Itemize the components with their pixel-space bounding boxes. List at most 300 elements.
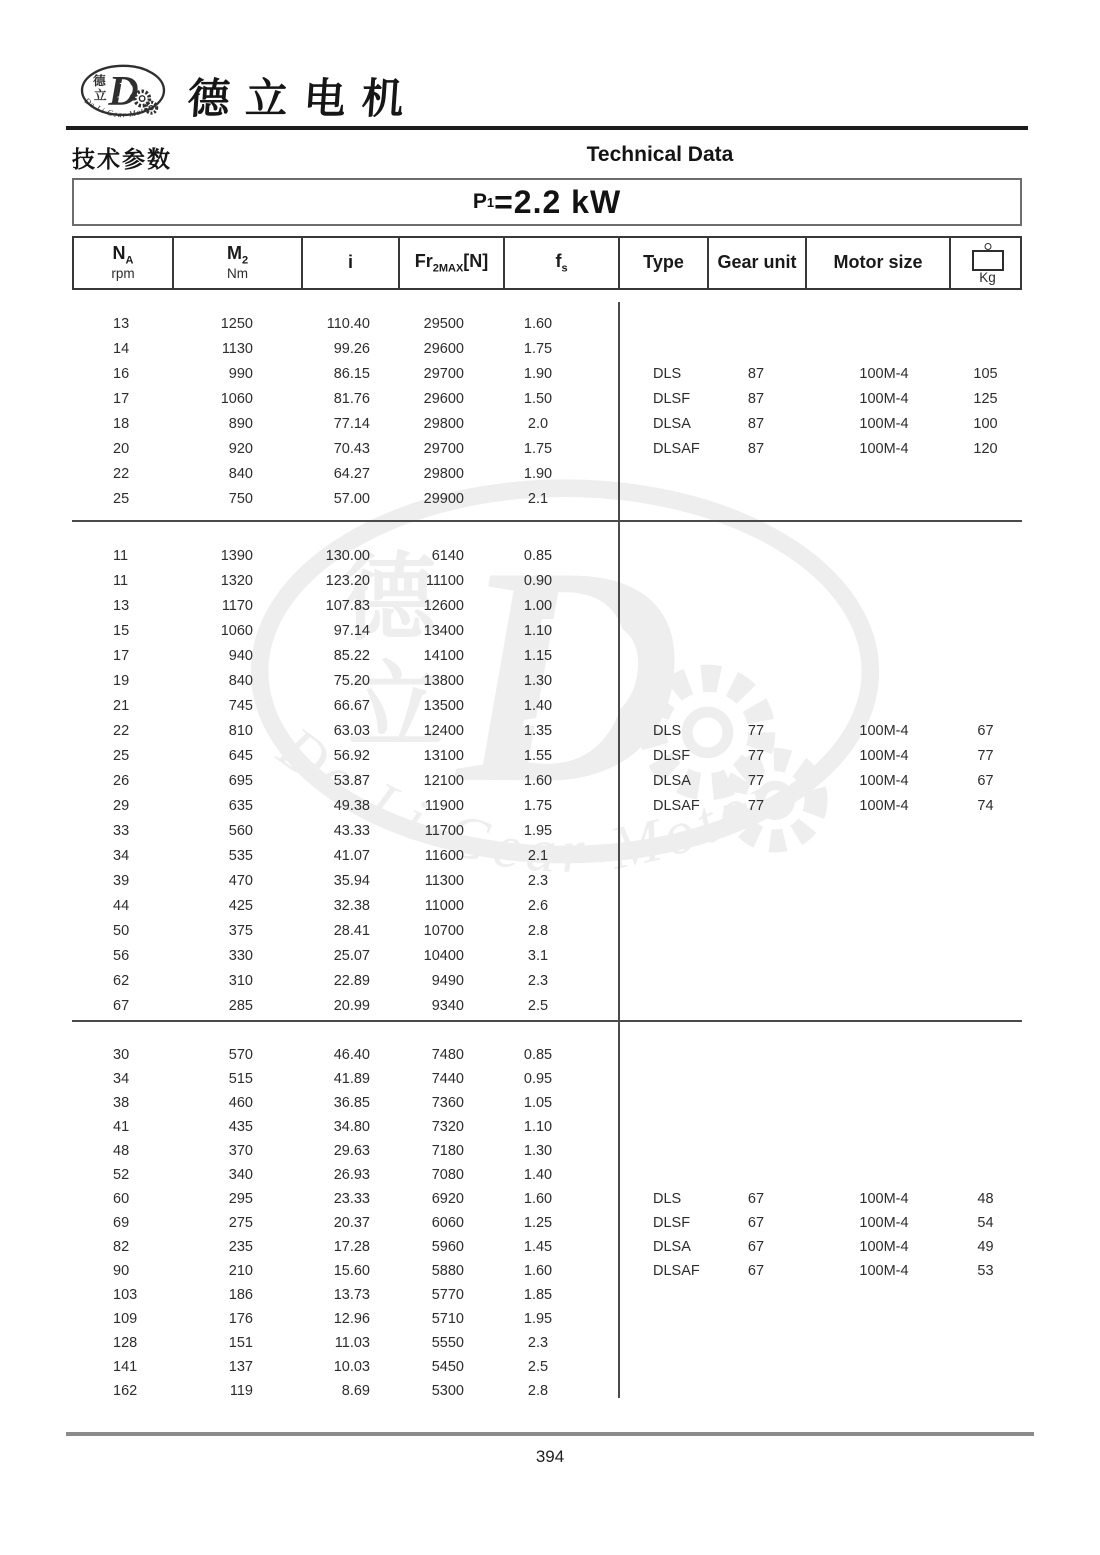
cell-na-rpm: 162 — [113, 1383, 138, 1399]
cell-fr2max-n: 29600 — [423, 340, 464, 357]
cell-na-rpm: 33 — [113, 822, 130, 839]
cell-m2-nm: 176 — [228, 1311, 253, 1327]
section-separator-2 — [72, 1020, 1022, 1022]
table-row — [72, 1235, 1022, 1259]
cell-fs: 1.10 — [523, 622, 553, 639]
cell-ratio-i: 11.03 — [334, 1335, 370, 1351]
cell-fr2max-n: 10700 — [423, 922, 464, 939]
cell-motor-size: 100M-4 — [859, 772, 909, 789]
cell-fr2max-n: 29600 — [423, 390, 464, 407]
cell-m2-nm: 470 — [228, 872, 253, 889]
table-row — [72, 1115, 1022, 1139]
cell-fr2max-n: 6060 — [431, 1215, 464, 1231]
cell-m2-nm: 645 — [228, 747, 253, 764]
cell-gear-unit: 87 — [747, 415, 765, 432]
cell-na-rpm: 103 — [113, 1287, 138, 1303]
table-row — [72, 1331, 1022, 1355]
cell-gear-unit: 67 — [747, 1263, 765, 1279]
cell-motor-size: 100M-4 — [859, 747, 909, 764]
cell-weight-kg: 67 — [977, 772, 994, 789]
cell-m2-nm: 920 — [228, 440, 253, 457]
table-row — [72, 461, 1022, 486]
table-row — [72, 693, 1022, 718]
cell-fs: 1.90 — [523, 465, 553, 482]
cell-ratio-i: 34.80 — [333, 1119, 370, 1135]
cell-fr2max-n: 13500 — [423, 697, 464, 714]
cell-fr2max-n: 29800 — [423, 465, 464, 482]
col-i-symbol: i — [347, 252, 353, 273]
header-rule — [66, 126, 1028, 130]
cell-type: DLSAF — [653, 797, 700, 814]
cell-na-rpm: 34 — [113, 1071, 130, 1087]
cell-na-rpm: 22 — [113, 465, 130, 482]
cell-fr2max-n: 11600 — [424, 847, 464, 864]
cell-ratio-i: 86.15 — [333, 365, 370, 382]
weight-icon — [972, 250, 1004, 271]
cell-motor-size: 100M-4 — [859, 1191, 909, 1207]
cell-fr2max-n: 29700 — [423, 440, 464, 457]
cell-type: DLS — [653, 1191, 682, 1207]
cell-m2-nm: 990 — [228, 365, 253, 382]
cell-gear-unit: 77 — [747, 772, 765, 789]
table-row — [72, 843, 1022, 868]
cell-na-rpm: 62 — [113, 972, 130, 989]
cell-ratio-i: 23.33 — [333, 1191, 370, 1207]
cell-fr2max-n: 14100 — [423, 647, 464, 664]
footer-rule — [66, 1432, 1034, 1436]
cell-m2-nm: 840 — [228, 465, 253, 482]
cell-fr2max-n: 11700 — [424, 822, 464, 839]
cell-fs: 2.1 — [527, 847, 549, 864]
cell-fr2max-n: 5300 — [431, 1383, 464, 1399]
cell-fs: 1.55 — [523, 747, 553, 764]
cell-ratio-i: 20.37 — [333, 1215, 370, 1231]
power-rating-box — [72, 178, 1022, 226]
page-number: 394 — [535, 1447, 565, 1466]
cell-na-rpm: 69 — [113, 1215, 130, 1231]
cell-motor-size: 100M-4 — [859, 440, 909, 457]
cell-fs: 1.10 — [523, 1119, 553, 1135]
cell-na-rpm: 13 — [113, 315, 130, 332]
table-row — [72, 618, 1022, 643]
cell-motor-size: 100M-4 — [859, 1215, 909, 1231]
cell-m2-nm: 435 — [228, 1119, 253, 1135]
cell-weight-kg: 125 — [973, 390, 998, 407]
column-header-motor-size — [807, 238, 951, 288]
cell-m2-nm: 137 — [228, 1359, 253, 1375]
cell-na-rpm: 34 — [113, 847, 130, 864]
cell-gear-unit: 77 — [747, 747, 765, 764]
cell-ratio-i: 22.89 — [333, 972, 370, 989]
cell-fs: 1.50 — [523, 390, 553, 407]
cell-fs: 1.95 — [523, 822, 553, 839]
column-header-fr2max — [400, 238, 505, 288]
cell-weight-kg: 48 — [977, 1191, 994, 1207]
cell-m2-nm: 210 — [228, 1263, 253, 1279]
cell-gear-unit: 67 — [747, 1191, 765, 1207]
cell-fs: 2.5 — [527, 997, 549, 1014]
cell-m2-nm: 275 — [228, 1215, 253, 1231]
cell-na-rpm: 41 — [113, 1119, 130, 1135]
cell-fr2max-n: 5450 — [431, 1359, 464, 1375]
cell-weight-kg: 77 — [977, 747, 994, 764]
cell-fs: 1.60 — [523, 315, 553, 332]
cell-m2-nm: 570 — [228, 1047, 253, 1063]
power-subscript: 1 — [486, 194, 495, 210]
cell-na-rpm: 128 — [113, 1335, 138, 1351]
cell-fs: 0.85 — [523, 547, 553, 564]
table-row — [72, 1259, 1022, 1283]
cell-ratio-i: 110.40 — [326, 315, 370, 332]
cell-ratio-i: 64.27 — [333, 465, 370, 482]
company-logo — [72, 56, 174, 132]
cell-m2-nm: 330 — [228, 947, 253, 964]
cell-fs: 3.1 — [527, 947, 549, 964]
cell-na-rpm: 38 — [113, 1095, 130, 1111]
cell-fs: 1.40 — [523, 697, 553, 714]
cell-fr2max-n: 29500 — [423, 315, 464, 332]
table-row — [72, 993, 1022, 1018]
cell-ratio-i: 41.07 — [333, 847, 370, 864]
column-header-type — [620, 238, 709, 288]
cell-fr2max-n: 7360 — [431, 1095, 464, 1111]
cell-motor-size: 100M-4 — [859, 722, 909, 739]
cell-ratio-i: 49.38 — [333, 797, 370, 814]
cell-fr2max-n: 11100 — [425, 572, 464, 589]
table-row — [72, 336, 1022, 361]
cell-na-rpm: 13 — [113, 597, 130, 614]
cell-fs: 0.85 — [523, 1047, 553, 1063]
col-fr-symbol: Fr — [414, 250, 433, 271]
cell-ratio-i: 46.40 — [333, 1047, 370, 1063]
cell-fs: 1.40 — [523, 1167, 553, 1183]
cell-na-rpm: 17 — [113, 647, 130, 664]
cell-m2-nm: 235 — [228, 1239, 253, 1255]
cell-ratio-i: 10.03 — [333, 1359, 370, 1375]
cell-fs: 2.1 — [527, 490, 549, 507]
cell-ratio-i: 32.38 — [333, 897, 370, 914]
cell-weight-kg: 120 — [973, 440, 998, 457]
cell-fs: 1.60 — [523, 772, 553, 789]
col-m2-symbol: M — [226, 243, 242, 264]
table-row — [72, 893, 1022, 918]
cell-fr2max-n: 7480 — [431, 1047, 464, 1063]
cell-na-rpm: 44 — [113, 897, 130, 914]
cell-m2-nm: 1390 — [220, 547, 253, 564]
cell-m2-nm: 515 — [228, 1071, 253, 1087]
cell-na-rpm: 20 — [113, 440, 130, 457]
cell-fs: 1.85 — [523, 1287, 553, 1303]
cell-motor-size: 100M-4 — [859, 415, 909, 432]
cell-m2-nm: 745 — [228, 697, 253, 714]
cell-na-rpm: 90 — [113, 1263, 130, 1279]
cell-m2-nm: 535 — [228, 847, 253, 864]
table-row — [72, 743, 1022, 768]
brand-name: 德立电机 — [186, 74, 422, 123]
cell-fr2max-n: 11000 — [424, 897, 464, 914]
table-section-2 — [72, 543, 1022, 1018]
cell-m2-nm: 295 — [228, 1191, 253, 1207]
table-row — [72, 1043, 1022, 1067]
cell-ratio-i: 12.96 — [333, 1311, 370, 1327]
cell-gear-unit: 77 — [747, 722, 765, 739]
cell-fs: 1.35 — [523, 722, 553, 739]
cell-na-rpm: 22 — [113, 722, 130, 739]
cell-fr2max-n: 7080 — [431, 1167, 464, 1183]
cell-na-rpm: 11 — [113, 547, 129, 564]
cell-fs: 1.30 — [523, 1143, 553, 1159]
cell-na-rpm: 29 — [113, 797, 130, 814]
table-row — [72, 1187, 1022, 1211]
cell-ratio-i: 81.76 — [333, 390, 370, 407]
cell-m2-nm: 695 — [228, 772, 253, 789]
cell-fs: 0.95 — [523, 1071, 553, 1087]
cell-m2-nm: 1060 — [220, 622, 253, 639]
col-motor-size-label: Motor size — [833, 252, 923, 273]
cell-weight-kg: 105 — [973, 365, 998, 382]
cell-fr2max-n: 13800 — [423, 672, 464, 689]
cell-fs: 1.95 — [523, 1311, 553, 1327]
table-row — [72, 386, 1022, 411]
cell-ratio-i: 17.28 — [333, 1239, 370, 1255]
cell-m2-nm: 370 — [228, 1143, 253, 1159]
cell-ratio-i: 35.94 — [333, 872, 370, 889]
cell-ratio-i: 66.67 — [333, 697, 370, 714]
col-fs-subscript: s — [561, 262, 568, 275]
table-row — [72, 943, 1022, 968]
table-row — [72, 543, 1022, 568]
cell-na-rpm: 25 — [113, 747, 130, 764]
cell-m2-nm: 1320 — [220, 572, 253, 589]
cell-fs: 1.75 — [523, 340, 553, 357]
table-row — [72, 568, 1022, 593]
cell-type: DLSF — [653, 747, 691, 764]
cell-fr2max-n: 5550 — [431, 1335, 464, 1351]
cell-m2-nm: 635 — [228, 797, 253, 814]
cell-ratio-i: 41.89 — [333, 1071, 370, 1087]
cell-type: DLSF — [653, 1215, 691, 1231]
col-m2-unit: Nm — [227, 265, 248, 281]
cell-ratio-i: 13.73 — [333, 1287, 370, 1303]
cell-motor-size: 100M-4 — [859, 365, 909, 382]
cell-motor-size: 100M-4 — [859, 390, 909, 407]
col-fr-suffix: [N] — [463, 250, 489, 271]
cell-na-rpm: 25 — [113, 490, 130, 507]
table-row — [72, 311, 1022, 336]
cell-fs: 2.3 — [527, 872, 549, 889]
cell-m2-nm: 1130 — [221, 340, 253, 357]
cell-na-rpm: 67 — [113, 997, 130, 1014]
cell-na-rpm: 141 — [113, 1359, 138, 1375]
cell-m2-nm: 460 — [228, 1095, 253, 1111]
cell-fr2max-n: 5880 — [431, 1263, 464, 1279]
col-m2-subscript: 2 — [241, 254, 249, 267]
table-row — [72, 1163, 1022, 1187]
cell-m2-nm: 940 — [228, 647, 253, 664]
cell-na-rpm: 82 — [113, 1239, 130, 1255]
power-value: =2.2 kW — [494, 183, 622, 220]
cell-gear-unit: 77 — [747, 797, 765, 814]
column-header-i — [303, 238, 400, 288]
cell-m2-nm: 1170 — [221, 597, 253, 614]
table-row — [72, 643, 1022, 668]
table-row — [72, 1139, 1022, 1163]
cell-fr2max-n: 12600 — [423, 597, 464, 614]
cell-weight-kg: 100 — [973, 415, 998, 432]
section-title-en: Technical Data — [586, 143, 734, 166]
cell-na-rpm: 60 — [113, 1191, 130, 1207]
cell-fs: 1.45 — [523, 1239, 553, 1255]
cell-ratio-i: 8.69 — [341, 1383, 370, 1399]
cell-fs: 0.90 — [523, 572, 553, 589]
col-fr-subscript: 2MAX — [432, 262, 464, 275]
cell-ratio-i: 63.03 — [333, 722, 370, 739]
cell-m2-nm: 119 — [229, 1383, 253, 1399]
cell-fs: 2.3 — [527, 1335, 549, 1351]
cell-ratio-i: 57.00 — [333, 490, 370, 507]
col-fs-symbol: f — [555, 250, 562, 271]
cell-m2-nm: 186 — [228, 1287, 253, 1303]
cell-fr2max-n: 10400 — [423, 947, 464, 964]
cell-fr2max-n: 29900 — [423, 490, 464, 507]
cell-type: DLS — [653, 365, 682, 382]
cell-weight-kg: 67 — [977, 722, 994, 739]
cell-na-rpm: 56 — [113, 947, 130, 964]
cell-motor-size: 100M-4 — [859, 1263, 909, 1279]
cell-ratio-i: 53.87 — [333, 772, 370, 789]
cell-fr2max-n: 5770 — [431, 1287, 464, 1303]
table-row — [72, 868, 1022, 893]
table-row — [72, 968, 1022, 993]
table-row — [72, 361, 1022, 386]
cell-na-rpm: 52 — [113, 1167, 130, 1183]
table-row — [72, 436, 1022, 461]
cell-fs: 1.90 — [523, 365, 553, 382]
cell-gear-unit: 67 — [747, 1215, 765, 1231]
cell-ratio-i: 25.07 — [333, 947, 370, 964]
cell-weight-kg: 54 — [977, 1215, 994, 1231]
table-row — [72, 411, 1022, 436]
cell-fr2max-n: 11900 — [424, 797, 464, 814]
table-row — [72, 1307, 1022, 1331]
col-na-symbol: N — [112, 243, 126, 264]
cell-type: DLS — [653, 722, 682, 739]
cell-ratio-i: 26.93 — [333, 1167, 370, 1183]
cell-na-rpm: 14 — [113, 340, 130, 357]
cell-m2-nm: 840 — [228, 672, 253, 689]
col-na-unit: rpm — [111, 265, 135, 281]
cell-ratio-i: 75.20 — [333, 672, 370, 689]
cell-na-rpm: 21 — [113, 697, 130, 714]
cell-na-rpm: 19 — [113, 672, 130, 689]
table-row — [72, 1355, 1022, 1379]
table-row — [72, 918, 1022, 943]
cell-motor-size: 100M-4 — [859, 1239, 909, 1255]
cell-m2-nm: 340 — [228, 1167, 253, 1183]
cell-fs: 1.15 — [523, 647, 553, 664]
cell-na-rpm: 16 — [113, 365, 130, 382]
cell-fs: 2.3 — [527, 972, 549, 989]
column-header-na — [74, 238, 174, 288]
cell-m2-nm: 425 — [228, 897, 253, 914]
cell-ratio-i: 99.26 — [333, 340, 370, 357]
cell-m2-nm: 890 — [228, 415, 253, 432]
cell-type: DLSF — [653, 390, 691, 407]
cell-na-rpm: 48 — [113, 1143, 130, 1159]
cell-gear-unit: 67 — [747, 1239, 765, 1255]
cell-fs: 2.8 — [527, 1383, 549, 1399]
section-title-zh: 技术参数 — [72, 146, 172, 172]
cell-ratio-i: 123.20 — [325, 572, 370, 589]
col-gear-unit-label: Gear unit — [717, 252, 797, 273]
cell-na-rpm: 50 — [113, 922, 130, 939]
cell-fs: 1.05 — [523, 1095, 553, 1111]
cell-ratio-i: 107.83 — [325, 597, 370, 614]
table-row — [72, 1211, 1022, 1235]
cell-m2-nm: 151 — [228, 1335, 253, 1351]
cell-type: DLSA — [653, 415, 691, 432]
cell-fr2max-n: 7320 — [431, 1119, 464, 1135]
cell-m2-nm: 375 — [228, 922, 253, 939]
cell-type: DLSA — [653, 1239, 691, 1255]
cell-fr2max-n: 9340 — [431, 997, 464, 1014]
table-row — [72, 718, 1022, 743]
cell-m2-nm: 750 — [228, 490, 253, 507]
cell-ratio-i: 43.33 — [333, 822, 370, 839]
cell-weight-kg: 53 — [977, 1263, 994, 1279]
col-na-subscript: A — [125, 254, 134, 267]
column-header-weight — [951, 238, 1024, 288]
cell-ratio-i: 36.85 — [333, 1095, 370, 1111]
cell-fr2max-n: 5960 — [431, 1239, 464, 1255]
cell-ratio-i: 77.14 — [333, 415, 370, 432]
table-row — [72, 1067, 1022, 1091]
cell-weight-kg: 74 — [977, 797, 994, 814]
cell-fs: 1.30 — [523, 672, 553, 689]
cell-motor-size: 100M-4 — [859, 797, 909, 814]
cell-ratio-i: 56.92 — [333, 747, 370, 764]
cell-na-rpm: 39 — [113, 872, 130, 889]
table-row — [72, 668, 1022, 693]
table-row — [72, 1091, 1022, 1115]
cell-fs: 1.75 — [523, 797, 553, 814]
cell-fr2max-n: 13100 — [423, 747, 464, 764]
cell-fr2max-n: 7180 — [431, 1143, 464, 1159]
column-header-fs — [505, 238, 620, 288]
cell-m2-nm: 1060 — [220, 390, 253, 407]
table-row — [72, 593, 1022, 618]
cell-ratio-i: 85.22 — [333, 647, 370, 664]
cell-ratio-i: 29.63 — [333, 1143, 370, 1159]
cell-m2-nm: 810 — [228, 722, 253, 739]
col-type-label: Type — [643, 252, 684, 273]
cell-fr2max-n: 13400 — [423, 622, 464, 639]
cell-gear-unit: 87 — [747, 390, 765, 407]
cell-fr2max-n: 12400 — [423, 722, 464, 739]
cell-m2-nm: 310 — [228, 972, 253, 989]
cell-fs: 1.00 — [523, 597, 553, 614]
table-row — [72, 486, 1022, 511]
cell-type: DLSAF — [653, 1263, 700, 1279]
cell-fr2max-n: 12100 — [423, 772, 464, 789]
cell-na-rpm: 30 — [113, 1047, 130, 1063]
cell-fr2max-n: 29800 — [423, 415, 464, 432]
table-row — [72, 793, 1022, 818]
cell-na-rpm: 15 — [113, 622, 130, 639]
cell-m2-nm: 285 — [228, 997, 253, 1014]
cell-fr2max-n: 9490 — [431, 972, 464, 989]
cell-fs: 1.25 — [523, 1215, 553, 1231]
